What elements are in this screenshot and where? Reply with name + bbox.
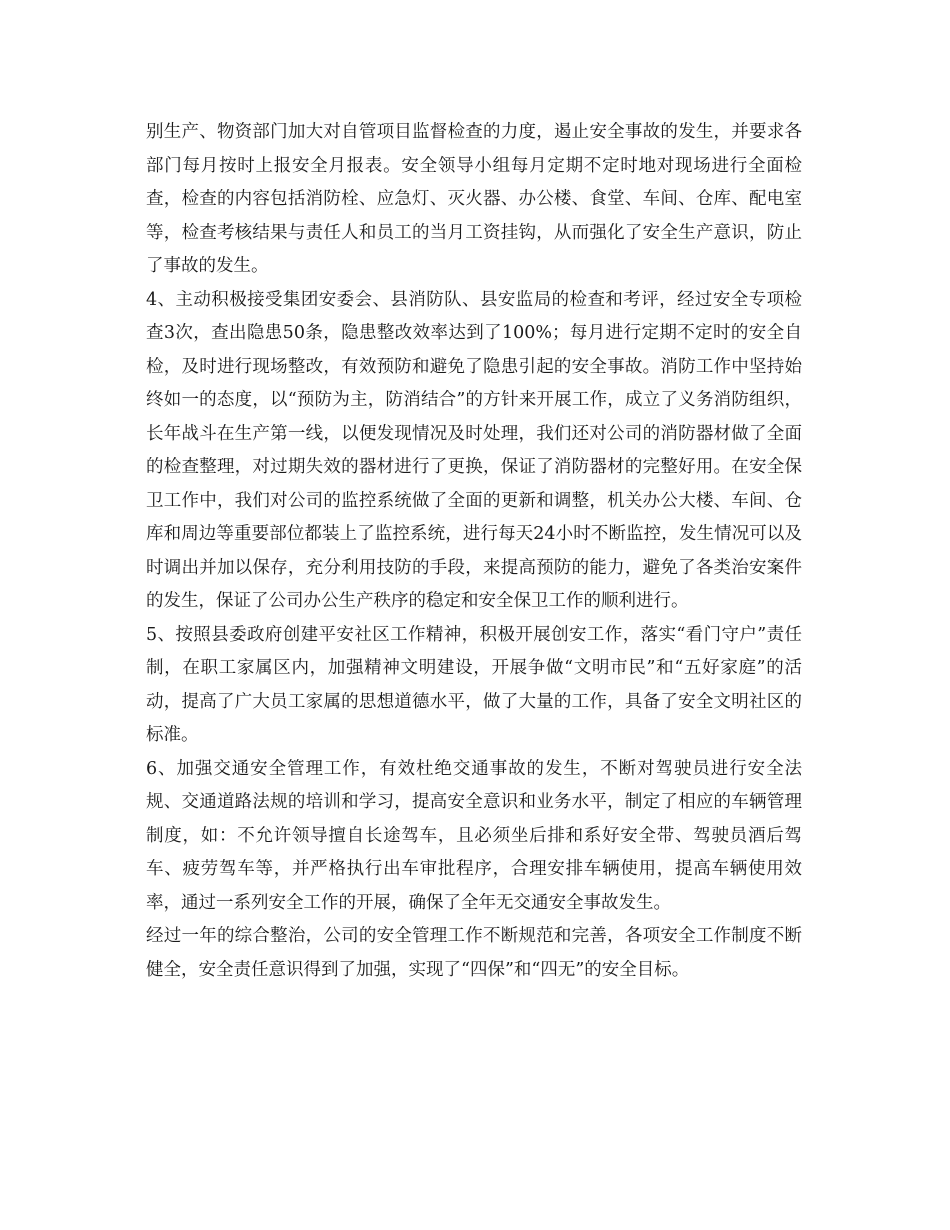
document-page (146, 116, 802, 987)
paragraph-item-4-inspections: 4、主动积极接受集团安委会、县消防队、县安监局的检查和考评，经过安全专项检查3次，查出隐患50条，隐患整改效率达到了100%；每月进行定期不定时的安全自检，及时进行现场整改，有效预防和避免了隐患引起的安全事故。消防工作中坚持始终如一的态度，以“预防为主，防消结合”的方针来开展工作，成立了义务消防组织，长年战斗在生产第一线，以便发现情况及时处理，我们还对公司的消防器材做了全面的检查整理，对过期失效的器材进行了更换，保证了消防器材的完整好用。在安全保卫工作中，我们对公司的监控系统做了全面的更新和调整，机关办公大楼、车间、仓库和周边等重要部位都装上了监控系统，进行每天24小时不断监控，发生情况可以及时调出并加以保存，充分利用技防的手段，来提高预防的能力，避免了各类治安案件的发生，保证了公司办公生产秩序的稳定和安全保卫工作的顺利进行。 (146, 289, 802, 611)
paragraph-inspection-continuation: 别生产、物资部门加大对自管项目监督检查的力度，遏止安全事故的发生，并要求各部门每月按时上报安全月报表。安全领导小组每月定期不定时地对现场进行全面检查，检查的内容包括消防栓、应急灯、灭火器、办公楼、食堂、车间、仓库、配电室等，检查考核结果与责任人和员工的当月工资挂钩，从而强化了安全生产意识，防止了事故的发生。 (146, 122, 802, 276)
paragraph-summary: 经过一年的综合整治，公司的安全管理工作不断规范和完善，各项安全工作制度不断健全，安全责任意识得到了加强，实现了“四保”和“四无”的安全目标。 (146, 926, 802, 980)
paragraph-item-6-traffic: 6、加强交通安全管理工作，有效杜绝交通事故的发生，不断对驾驶员进行安全法规、交通道路法规的培训和学习，提高安全意识和业务水平，制定了相应的车辆管理制度，如：不允许领导擅自长途驾车，且必须坐后排和系好安全带、驾驶员酒后驾车、疲劳驾车等，并严格执行出车审批程序，合理安排车辆使用，提高车辆使用效率，通过一系列安全工作的开展，确保了全年无交通安全事故发生。 (146, 758, 802, 913)
paragraph-item-5-community: 5、按照县委政府创建平安社区工作精神，积极开展创安工作，落实“看门守户”责任制，在职工家属区内，加强精神文明建设，开展争做“文明市民”和“五好家庭”的活动，提高了广大员工家属的思想道德水平，做了大量的工作，具备了安全文明社区的标准。 (146, 624, 802, 745)
